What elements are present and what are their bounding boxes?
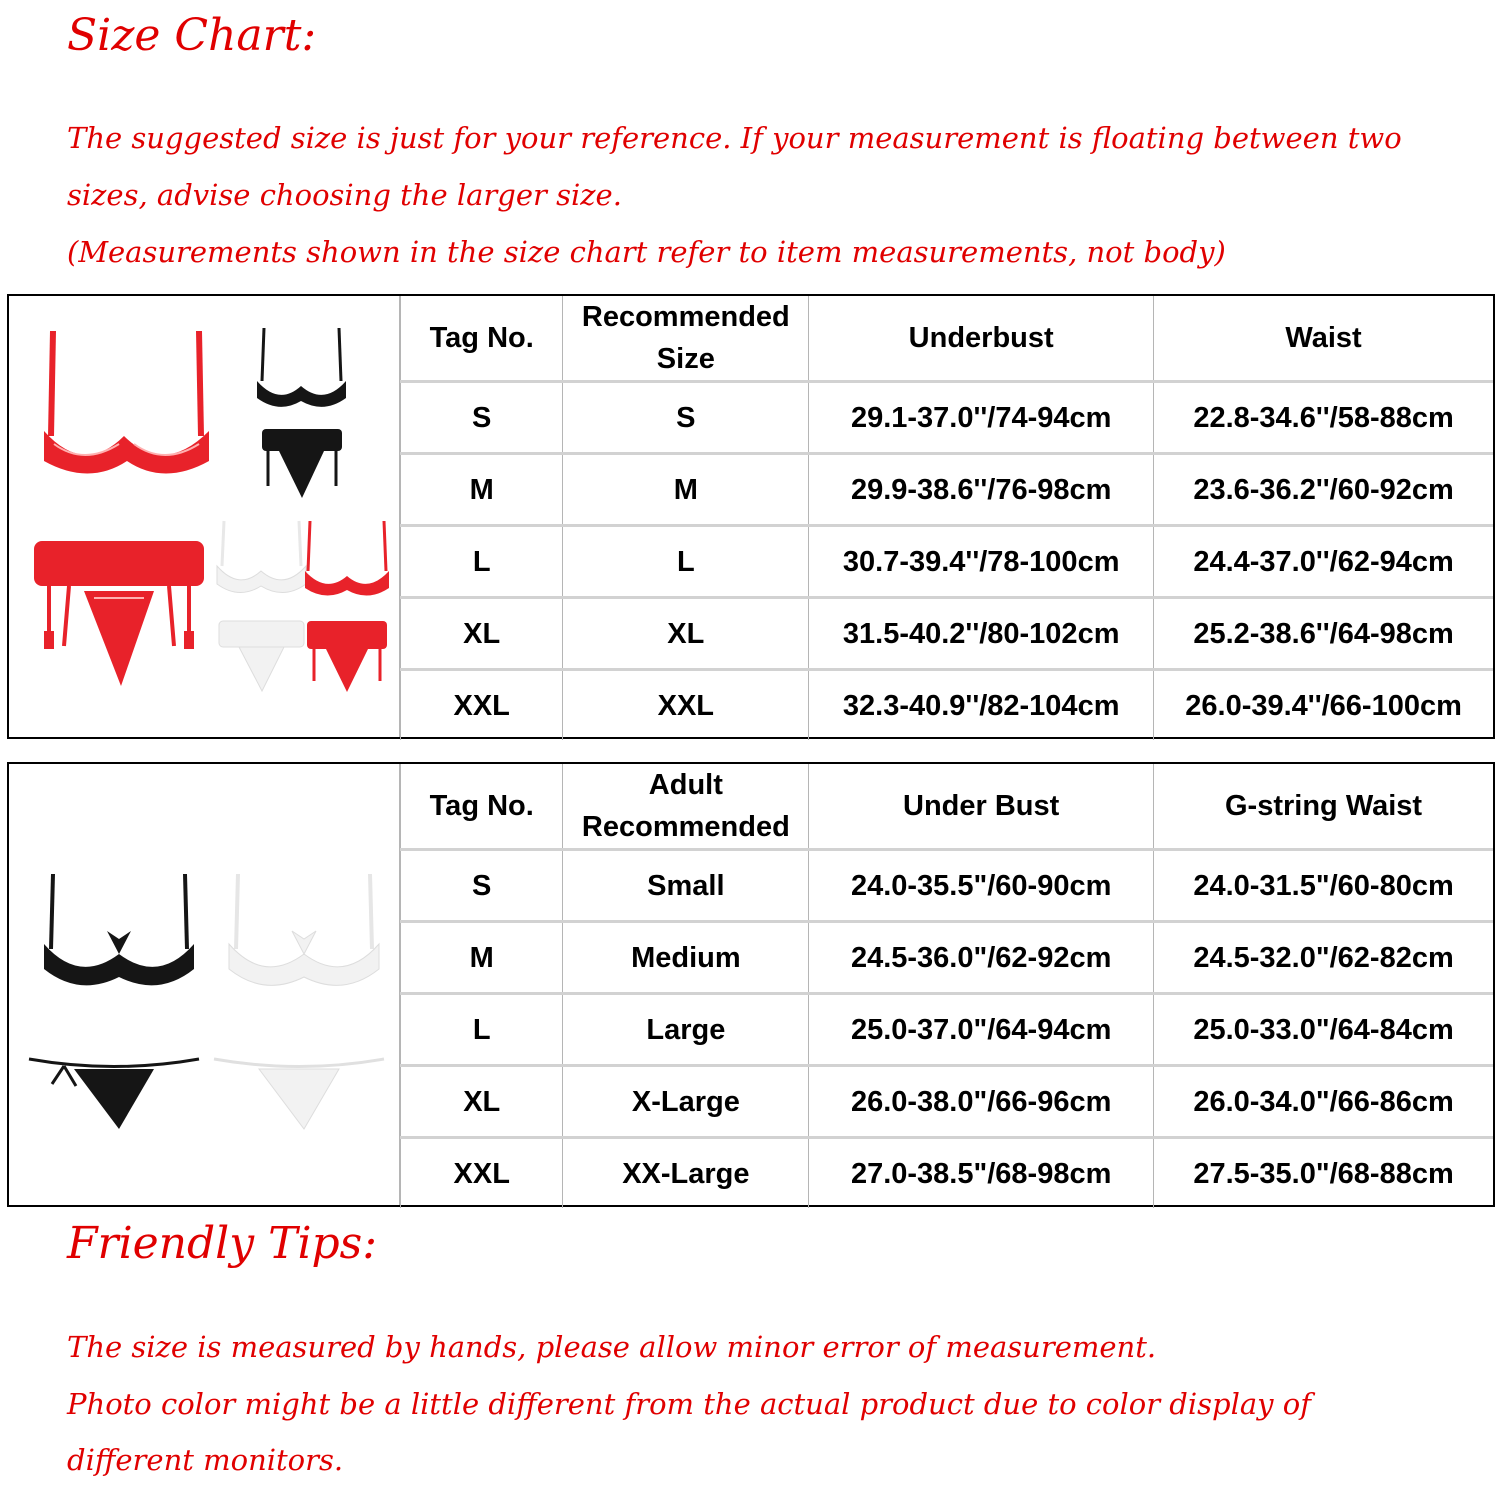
table-row [401,382,1494,454]
white-gstring-image [209,1054,389,1134]
cell-tag: S [401,382,563,454]
cell-recommended: L [563,526,809,598]
cell-under-bust: 26.0-38.0"/66-96cm [809,1066,1154,1138]
size-note-line-3: (Measurements shown in the size chart refer to item measurements, not body) [67,235,1226,269]
column-header-under-bust: Under Bust [809,764,1154,850]
product-image-panel-2 [9,764,400,1205]
cell-under-bust: 24.5-36.0"/62-92cm [809,922,1154,994]
cell-waist: 24.4-37.0''/62-94cm [1154,526,1493,598]
table-header-row [401,764,1494,850]
table-row [401,454,1494,526]
white-set-image [214,516,309,696]
cell-underbust: 32.3-40.9''/82-104cm [809,670,1154,741]
red-bra-image [39,326,214,496]
white-bra-image [224,869,384,999]
column-header-recommended: Recommended Size [563,296,809,382]
size-note-line-2: sizes, advise choosing the larger size. [67,178,622,212]
cell-gstring-waist: 25.0-33.0"/64-84cm [1154,994,1493,1066]
size-note-line-1: The suggested size is just for your reference. If your measurement is floating between two [67,121,1402,155]
table-row [401,598,1494,670]
cell-tag: M [401,454,563,526]
cell-waist: 25.2-38.6''/64-98cm [1154,598,1493,670]
cell-tag: XL [401,1066,563,1138]
cell-waist: 23.6-36.2''/60-92cm [1154,454,1493,526]
black-set-image [254,326,349,501]
cell-underbust: 31.5-40.2''/80-102cm [809,598,1154,670]
column-header-waist: Waist [1154,296,1493,382]
cell-recommended: XL [563,598,809,670]
column-header-gstring-waist: G-string Waist [1154,764,1493,850]
table-header-row [401,296,1494,382]
column-header-underbust: Underbust [809,296,1154,382]
column-header-adult-recommended: Adult Recommended [563,764,809,850]
column-header-tag: Tag No. [401,296,563,382]
cell-underbust: 29.9-38.6''/76-98cm [809,454,1154,526]
cell-under-bust: 25.0-37.0"/64-94cm [809,994,1154,1066]
cell-recommended: XXL [563,670,809,741]
cell-gstring-waist: 24.5-32.0"/62-82cm [1154,922,1493,994]
cell-tag: L [401,994,563,1066]
cell-recommended: XX-Large [563,1138,809,1209]
red-small-set-image [302,516,392,696]
cell-recommended: Large [563,994,809,1066]
cell-under-bust: 24.0-35.5"/60-90cm [809,850,1154,922]
cell-recommended: M [563,454,809,526]
cell-gstring-waist: 26.0-34.0"/66-86cm [1154,1066,1493,1138]
black-gstring-image [24,1054,204,1134]
tips-line-3: different monitors. [67,1443,344,1477]
product-image-panel-1 [9,296,400,737]
black-bra-image [39,869,199,999]
cell-tag: XXL [401,670,563,741]
cell-tag: XL [401,598,563,670]
tips-title: Friendly Tips: [67,1218,378,1269]
red-garter-image [29,536,209,691]
table-row [401,922,1494,994]
table-row [401,1138,1494,1209]
table-row [401,994,1494,1066]
cell-recommended: X-Large [563,1066,809,1138]
cell-tag: L [401,526,563,598]
page-title: Size Chart: [67,10,317,61]
size-chart-1 [7,294,1495,739]
cell-gstring-waist: 24.0-31.5"/60-80cm [1154,850,1493,922]
table-row [401,526,1494,598]
table-row [401,670,1494,741]
size-chart-2 [7,762,1495,1207]
column-header-tag: Tag No. [401,764,563,850]
table-row [401,850,1494,922]
cell-recommended: S [563,382,809,454]
cell-waist: 26.0-39.4''/66-100cm [1154,670,1493,741]
size-table-1 [400,296,1493,740]
table-row [401,1066,1494,1138]
cell-tag: M [401,922,563,994]
tips-line-2: Photo color might be a little different from the actual product due to color display of [67,1387,1311,1421]
cell-gstring-waist: 27.5-35.0"/68-88cm [1154,1138,1493,1209]
cell-recommended: Small [563,850,809,922]
cell-tag: XXL [401,1138,563,1209]
cell-underbust: 30.7-39.4''/78-100cm [809,526,1154,598]
cell-tag: S [401,850,563,922]
cell-recommended: Medium [563,922,809,994]
tips-line-1: The size is measured by hands, please allow minor error of measurement. [67,1330,1157,1364]
cell-underbust: 29.1-37.0''/74-94cm [809,382,1154,454]
cell-waist: 22.8-34.6''/58-88cm [1154,382,1493,454]
size-table-2 [400,764,1493,1208]
cell-under-bust: 27.0-38.5"/68-98cm [809,1138,1154,1209]
